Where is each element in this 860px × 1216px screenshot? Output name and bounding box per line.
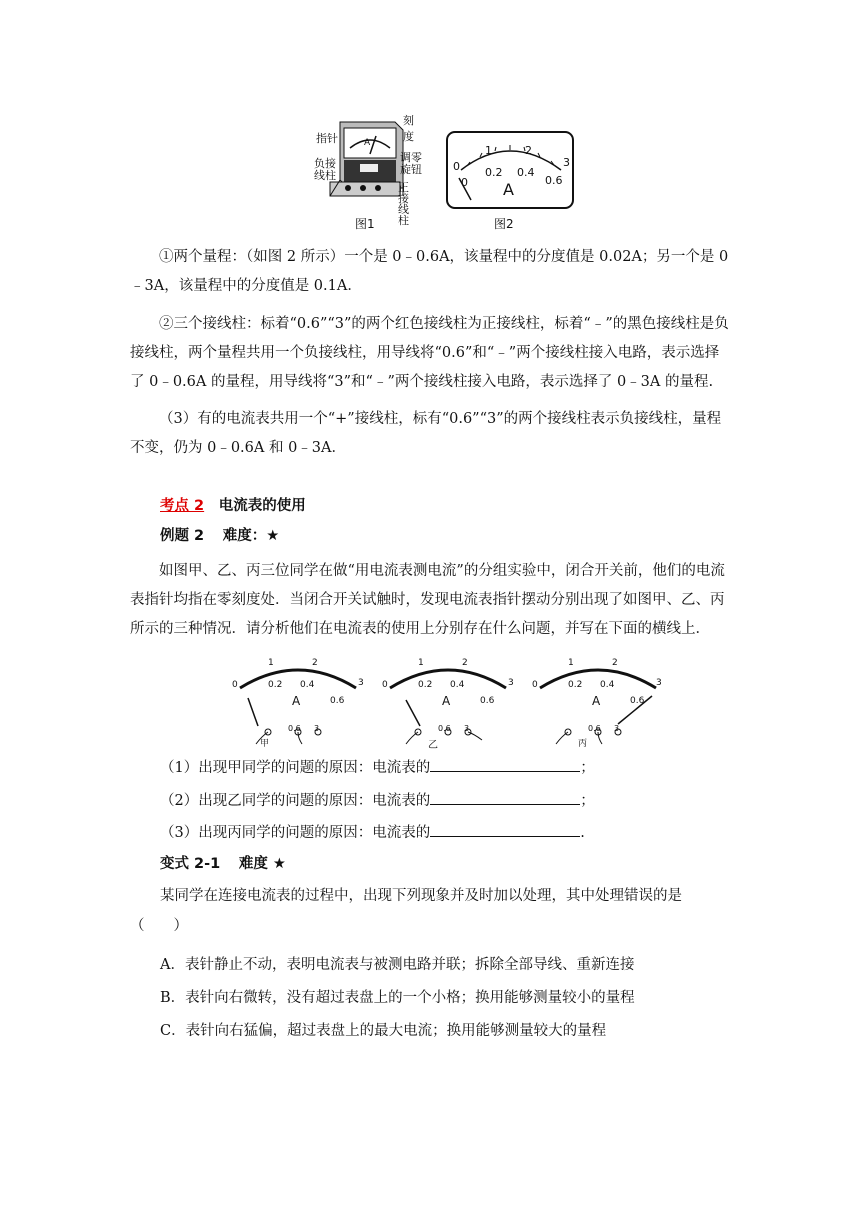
meter-2-terminal-3: 3 — [464, 724, 470, 733]
figure-2-caption: 图2 — [494, 217, 514, 231]
figure-1-caption: 图1 — [355, 217, 375, 231]
question-2 — [160, 790, 595, 811]
meter-1-bottom-04: 0.4 — [300, 680, 315, 690]
meter-1-terminal-06: 0.6 — [288, 724, 301, 733]
paragraph-terminals: ②三个接线柱：标着“0.6”“3”的两个红色接线柱为正接线柱，标着“﹣”的黑色接线柱是负接线柱，两个量程共用一个负接线柱，用导线将“0.6”和“﹣”两个接线柱接入电路，表示选择了 0﹣0.6A 的量程，用导线将“3”和“﹣”两个接线柱接入电路，表示选择了 0﹣3A 的量程. — [130, 316, 729, 390]
label-pointer: 指针 — [316, 132, 338, 145]
question-3-end: . — [580, 825, 585, 841]
question-3-text: （3）出现丙同学的问题的原因：电流表的 — [160, 825, 431, 841]
meter-2-top-3: 3 — [508, 678, 514, 688]
meter-1-top-3: 3 — [358, 678, 364, 688]
meter-2-top-1: 1 — [418, 658, 424, 668]
meter-1-bottom-06: 0.6 — [330, 696, 345, 706]
variant-answer-paren: （ ） — [130, 918, 188, 934]
three-meters-figure — [228, 654, 668, 750]
paragraph-shared-terminal: （3）有的电流表共用一个“+”接线柱，标有“0.6”“3”的两个接线柱表示负接线柱，量程不变，仍为 0﹣0.6A 和 0﹣3A． — [130, 411, 722, 456]
meter-caption-jia: 甲 — [260, 739, 270, 749]
meter-3-bottom-06: 0.6 — [630, 696, 645, 706]
example-label: 例题 2 — [160, 528, 205, 544]
meter-3-bottom-04: 0.4 — [600, 680, 615, 690]
label-zero-knob: 调零旋钮 — [400, 151, 422, 176]
dial-bottom-0: 0 — [461, 176, 468, 189]
dial-top-1: 1 — [485, 144, 492, 157]
label-scale: 刻度 — [403, 114, 414, 143]
dial-unit: A — [503, 180, 514, 199]
meter-2-bottom-04: 0.4 — [450, 680, 465, 690]
variant-heading — [160, 852, 286, 873]
meter-1-terminal-3: 3 — [314, 724, 320, 733]
variant-difficulty: 难度 ★ — [238, 856, 286, 872]
meter-caption-yi: 乙 — [428, 740, 438, 751]
meter-3-top-1: 1 — [568, 658, 574, 668]
dial-top-3: 3 — [563, 156, 570, 169]
answer-blank-1[interactable] — [430, 757, 580, 772]
option-b: B．表针向右微转，没有超过表盘上的一个小格；换用能够测量较小的量程 — [160, 990, 635, 1006]
meter-1-top-2: 2 — [312, 658, 318, 668]
paragraph-ranges: ①两个量程：（如图 2 所示）一个是 0﹣0.6A，该量程中的分度值是 0.02A；另一个是 0﹣3A，该量程中的分度值是 0.1A． — [130, 249, 729, 294]
meter-3-bottom-02: 0.2 — [568, 680, 583, 690]
dial-bottom-04: 0.4 — [517, 166, 535, 179]
meter-1-top-1: 1 — [268, 658, 274, 668]
question-1 — [160, 757, 595, 778]
device-unit-a: A — [364, 138, 371, 148]
label-negative-terminal: 负接线柱 — [314, 157, 336, 182]
label-positive-terminal: 正接线柱 — [398, 181, 409, 227]
meter-1-top-0: 0 — [232, 680, 238, 690]
example-difficulty: 难度：★ — [222, 528, 280, 544]
meter-3-unit: A — [592, 694, 601, 708]
section-heading — [160, 494, 306, 515]
answer-blank-3[interactable] — [430, 822, 580, 837]
meter-1-unit: A — [292, 694, 301, 708]
meter-2-unit: A — [442, 694, 451, 708]
meter-1-bottom-02: 0.2 — [268, 680, 283, 690]
dial-top-2: 2 — [525, 144, 532, 157]
variant-label: 变式 2-1 — [160, 856, 221, 872]
dial-top-0: 0 — [453, 160, 460, 173]
question-2-text: （2）出现乙同学的问题的原因：电流表的 — [160, 793, 431, 809]
meter-3-top-3: 3 — [656, 678, 662, 688]
question-1-text: （1）出现甲同学的问题的原因：电流表的 — [160, 760, 431, 776]
question-3 — [160, 822, 585, 843]
dial-bottom-02: 0.2 — [485, 166, 503, 179]
meter-2-terminal-06: 0.6 — [438, 724, 451, 733]
figure-2-dial — [445, 130, 575, 210]
option-a: A．表针静止不动，表明电流表与被测电路并联；拆除全部导线、重新连接 — [160, 957, 635, 973]
meter-3-terminal-06: 0.6 — [588, 724, 601, 733]
meter-2-bottom-06: 0.6 — [480, 696, 495, 706]
question-2-end: ； — [580, 793, 595, 809]
answer-blank-2[interactable] — [430, 790, 580, 805]
dial-bottom-06: 0.6 — [545, 174, 563, 187]
section-tag: 考点 2 — [160, 498, 205, 514]
section-title: 电流表的使用 — [218, 498, 306, 514]
variant-stem: 某同学在连接电流表的过程中，出现下列现象并及时加以处理，其中处理错误的是 — [160, 888, 682, 904]
meter-2-top-0: 0 — [382, 680, 388, 690]
meter-2-top-2: 2 — [462, 658, 468, 668]
meter-3-terminal-3: 3 — [614, 724, 620, 733]
meter-2-bottom-02: 0.2 — [418, 680, 433, 690]
meter-caption-bing: 丙 — [578, 739, 588, 749]
question-1-end: ； — [580, 760, 595, 776]
meter-3-top-0: 0 — [532, 680, 538, 690]
example-heading — [160, 524, 279, 545]
example-text: 如图甲、乙、丙三位同学在做“用电流表测电流”的分组实验中，闭合开关前，他们的电流表指针均指在零刻度处．当闭合开关试触时，发现电流表指针摆动分别出现了如图甲、乙、丙所示的三种情况．请分析他们在电流表的使用上分别存在什么问题，并写在下面的横线上． — [130, 563, 725, 637]
meter-3-top-2: 2 — [612, 658, 618, 668]
option-c: C．表针向右猛偏，超过表盘上的最大电流；换用能够测量较大的量程 — [160, 1023, 607, 1039]
